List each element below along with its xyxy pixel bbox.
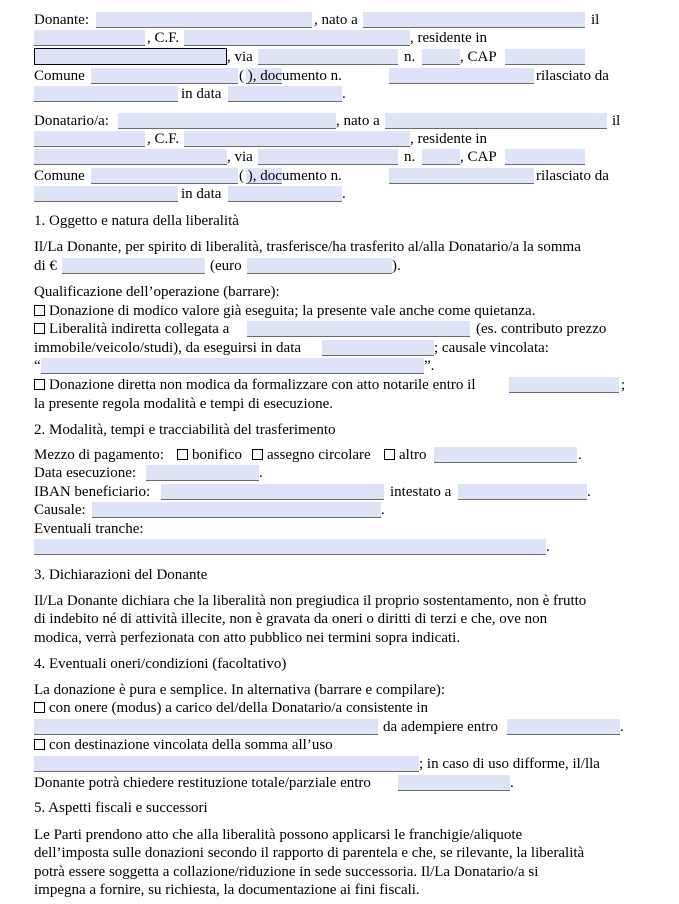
donatario-label: Donatario/a: xyxy=(34,113,109,129)
section-3-line-3: modica, verrà perfezionata con atto pubblico nei termini sopra indicati. xyxy=(34,630,461,646)
bonifico-label: bonifico xyxy=(192,447,242,463)
donatario-street-field[interactable] xyxy=(258,149,398,165)
modalita-text: la presente regola modalità e tempi di esecuzione. xyxy=(34,396,334,412)
intestato-period: . xyxy=(587,484,591,500)
donatario-in-data-label: in data xyxy=(181,186,222,202)
semicolon: ; xyxy=(621,377,626,393)
iban-field[interactable] xyxy=(161,484,384,500)
qualificazione-label: Qualificazione dell’operazione (barrare): xyxy=(34,284,280,300)
donatario-via-label: , via xyxy=(227,149,253,165)
option-altro[interactable] xyxy=(384,446,427,464)
donatario-nato-a-label: , nato a xyxy=(336,113,380,129)
donante-cap-field[interactable] xyxy=(505,49,585,65)
adempiere-period: . xyxy=(620,719,624,735)
option-assegno[interactable] xyxy=(252,446,371,464)
donante-issue-date-field[interactable] xyxy=(228,86,342,102)
atto-notarile-date-field[interactable] xyxy=(509,377,619,393)
option-donazione-diretta[interactable] xyxy=(34,376,476,394)
causale-vincolata-label: ; causale vincolata: xyxy=(434,340,549,356)
donante-rilasciato-label: rilasciato da xyxy=(536,68,609,84)
restituzione-date-field[interactable] xyxy=(398,775,510,791)
mezzo-pagamento-label: Mezzo di pagamento: xyxy=(34,447,164,463)
data-esecuzione-label: Data esecuzione: xyxy=(34,465,137,481)
option-donazione-diretta-label: Donazione diretta non modica da formalizzare con atto notarile entro il xyxy=(49,377,476,393)
donante-n-label: n. xyxy=(404,49,416,65)
checkbox-liberalita-indiretta[interactable] xyxy=(34,323,45,334)
checkbox-onere[interactable] xyxy=(34,702,45,713)
adempiere-date-field[interactable] xyxy=(507,719,620,735)
causale-field[interactable] xyxy=(92,502,381,518)
section-5-title: 5. Aspetti fiscali e successori xyxy=(34,800,208,816)
donante-documento-label: ( ), documento n. xyxy=(239,68,342,84)
donatario-residence-city-field[interactable] xyxy=(34,149,227,165)
option-onere[interactable] xyxy=(34,699,428,717)
donatario-cap-label: , CAP xyxy=(460,149,497,165)
tranche-label: Eventuali tranche: xyxy=(34,521,144,537)
option-bonifico[interactable] xyxy=(177,446,242,464)
es-contributo-label: (es. contributo prezzo xyxy=(476,321,607,337)
donatario-document-number-field[interactable] xyxy=(389,168,534,184)
data-esecuzione-period: . xyxy=(259,465,263,481)
section-3-line-1: Il/La Donante dichiara che la liberalità non pregiudica il proprio sostentamento, non è frutto xyxy=(34,593,587,609)
tranche-period: . xyxy=(546,539,550,555)
amount-numeric-field[interactable] xyxy=(62,258,205,274)
altro-field[interactable] xyxy=(434,447,577,463)
checkbox-bonifico[interactable] xyxy=(177,449,188,460)
donante-document-number-field[interactable] xyxy=(389,68,534,84)
causale-period: . xyxy=(381,502,385,518)
liberalita-collegata-field[interactable] xyxy=(247,321,470,337)
uso-vincolato-field[interactable] xyxy=(34,756,419,772)
donatario-issue-date-field[interactable] xyxy=(228,186,342,202)
donante-comune-label: Comune xyxy=(34,68,85,84)
donatario-name-field[interactable] xyxy=(118,113,336,129)
donante-street-field[interactable] xyxy=(258,49,398,65)
checkbox-assegno[interactable] xyxy=(252,449,263,460)
donante-il-label: il xyxy=(591,12,600,28)
donatario-il-label: il xyxy=(612,113,621,129)
donante-name-field[interactable] xyxy=(96,12,312,28)
donatario-documento-label: ( ), documento n. xyxy=(239,168,342,184)
donante-residence-city-field[interactable] xyxy=(34,48,227,65)
option-modico-valore-label: Donazione di modico valore già eseguita; la presente vale anche come quietanza. xyxy=(49,303,536,319)
altro-period: . xyxy=(578,447,582,463)
assegno-label: assegno circolare xyxy=(267,447,371,463)
option-onere-label: con onere (modus) a carico del/della Donatario/a consistente in xyxy=(49,700,429,716)
donatario-cf-label: , C.F. xyxy=(147,131,180,147)
option-liberalita-indiretta-label: Liberalità indiretta collegata a xyxy=(49,321,230,337)
close-quote: ”. xyxy=(424,358,435,374)
euro-words-label: (euro xyxy=(210,258,242,274)
section-4-intro: La donazione è pura e semplice. In alternativa (barrare e compilare): xyxy=(34,682,446,698)
donatario-residente-label: , residente in xyxy=(410,131,488,147)
intestatario-field[interactable] xyxy=(458,484,587,500)
causale-vincolata-field[interactable] xyxy=(41,358,424,374)
data-esecuzione-field[interactable] xyxy=(146,465,259,481)
donatario-birthplace-field[interactable] xyxy=(385,113,607,129)
adempiere-label: da adempiere entro xyxy=(383,719,498,735)
donante-residente-label: , residente in xyxy=(410,30,488,46)
donatario-n-label: n. xyxy=(404,149,416,165)
amount-words-field[interactable] xyxy=(247,258,392,274)
donatario-birthdate-field[interactable] xyxy=(34,131,145,147)
section-3-line-2: di indebito né di attività illecite, non è gravata da oneri o diritti di terzi e che, ove non xyxy=(34,611,548,627)
donatario-issuer-field[interactable] xyxy=(34,186,178,202)
donante-cf-field[interactable] xyxy=(184,30,410,46)
donatario-period: . xyxy=(342,186,346,202)
iban-label: IBAN beneficiario: xyxy=(34,484,151,500)
donante-street-number-field[interactable] xyxy=(422,49,460,65)
donante-label: Donante: xyxy=(34,12,89,28)
uso-difforme-label: ; in caso di uso difforme, il/lla xyxy=(419,756,600,772)
donante-birthplace-field[interactable] xyxy=(363,12,585,28)
section-5-line-3: potrà essere soggetta a collazione/riduzione in sede successoria. Il/La Donatario/a si xyxy=(34,864,539,880)
checkbox-altro[interactable] xyxy=(384,449,395,460)
section-4-title: 4. Eventuali oneri/condizioni (facoltativo) xyxy=(34,656,287,672)
immobile-label: immobile/veicolo/studi), da eseguirsi in data xyxy=(34,340,302,356)
open-quote: “ xyxy=(34,358,41,374)
donante-period: . xyxy=(342,86,346,102)
donante-cap-label: , CAP xyxy=(460,49,497,65)
di-euro-label: di € xyxy=(34,258,57,274)
checkbox-modico-valore[interactable] xyxy=(34,305,45,316)
donatario-cf-field[interactable] xyxy=(184,131,410,147)
donatario-street-number-field[interactable] xyxy=(422,149,460,165)
altro-label: altro xyxy=(399,447,427,463)
donatario-cap-field[interactable] xyxy=(505,149,585,165)
donatario-comune-label: Comune xyxy=(34,168,85,184)
section-5-line-2: dell’imposta sulle donazioni secondo il rapporto di parentela e che, se rilevante, la liberalità xyxy=(34,845,585,861)
restituzione-period: . xyxy=(510,775,514,791)
option-liberalita-indiretta[interactable] xyxy=(34,320,229,338)
section-5-line-1: Le Parti prendono atto che alla liberalità possono applicarsi le franchigie/aliquote xyxy=(34,827,523,843)
tranche-field[interactable] xyxy=(34,539,546,555)
donante-birthdate-field[interactable] xyxy=(34,30,145,46)
checkbox-destinazione[interactable] xyxy=(34,739,45,750)
donante-comune-field[interactable] xyxy=(91,68,238,84)
donatario-rilasciato-label: rilasciato da xyxy=(536,168,609,184)
section-5-line-4: impegna a fornire, su richiesta, la documentazione ai fini fiscali. xyxy=(34,882,420,898)
donante-via-label: , via xyxy=(227,49,253,65)
donante-nato-a-label: , nato a xyxy=(314,12,358,28)
option-destinazione[interactable] xyxy=(34,736,333,754)
section-2-title: 2. Modalità, tempi e tracciabilità del trasferimento xyxy=(34,422,336,438)
restituzione-label: Donante potrà chiedere restituzione totale/parziale entro xyxy=(34,775,371,791)
section-1-text: Il/La Donante, per spirito di liberalità, trasferisce/ha trasferito al/alla Donatario/a la somma xyxy=(34,239,581,255)
euro-close: ). xyxy=(392,258,401,274)
section-1-title: 1. Oggetto e natura della liberalità xyxy=(34,213,239,229)
onere-field[interactable] xyxy=(34,719,378,735)
section-3-title: 3. Dichiarazioni del Donante xyxy=(34,567,208,583)
donante-in-data-label: in data xyxy=(181,86,222,102)
option-modico-valore[interactable] xyxy=(34,302,535,320)
causale-label: Causale: xyxy=(34,502,86,518)
esecuzione-date-field[interactable] xyxy=(322,340,434,356)
checkbox-donazione-diretta[interactable] xyxy=(34,379,45,390)
donatario-comune-field[interactable] xyxy=(91,168,238,184)
donante-cf-label: , C.F. xyxy=(147,30,180,46)
option-destinazione-label: con destinazione vincolata della somma all’uso xyxy=(49,737,333,753)
intestato-label: intestato a xyxy=(390,484,452,500)
donante-issuer-field[interactable] xyxy=(34,86,178,102)
